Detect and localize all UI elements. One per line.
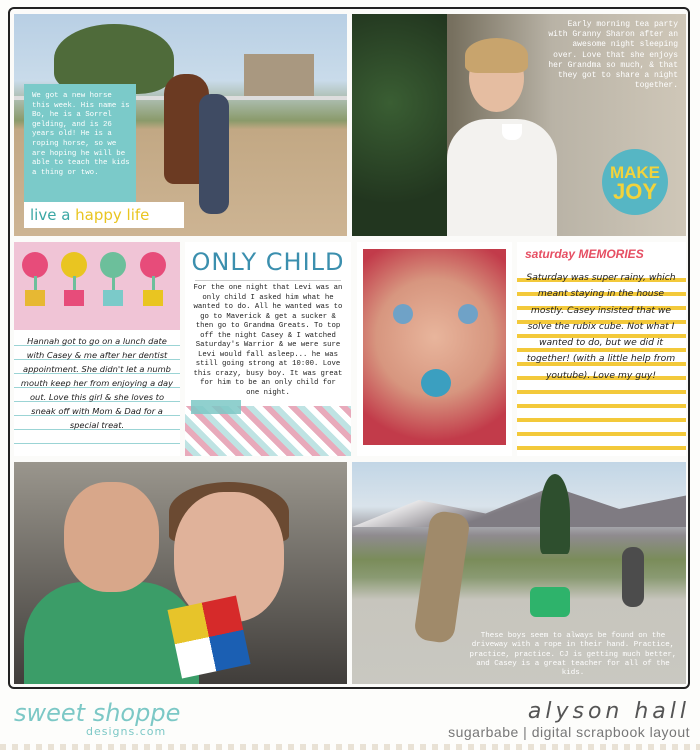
only-child-title: ONLY CHILD (191, 248, 345, 276)
horse-photo (14, 14, 347, 236)
kid (199, 94, 229, 214)
roping-photo (352, 462, 686, 684)
flower-icon (100, 252, 126, 278)
tea-cup (502, 124, 522, 140)
rubiks-cube-selfie-photo (14, 462, 347, 684)
flower-pots-pattern (14, 242, 180, 330)
eye (458, 304, 478, 324)
hannah-journal-card (14, 242, 180, 456)
girl-shirt (447, 119, 557, 236)
pot-icon (103, 290, 123, 306)
pine-tree (540, 474, 570, 554)
author-name: alyson hall (527, 699, 690, 724)
brand-line2: designs.com (86, 725, 167, 738)
flower-icon (140, 252, 166, 278)
credit (448, 700, 690, 740)
blue-tongue (421, 369, 451, 397)
hannah-note-text: Hannah got to go on a lunch date with Casey & me after her dentist appointment. She didn't let a numb mouth keep her from enjoying a day out. Love this girl & she loves to sneak off with Mom & Dad for a special treat. (20, 336, 174, 430)
flower-icon (22, 252, 48, 278)
tea-caption: Early morning tea party with Granny Sharon after an awesome night sleeping over. Love that she enjoys her Grandma so much, & that they got to share a night together. (548, 20, 678, 91)
man-face (64, 482, 159, 592)
plant (352, 14, 447, 236)
younger-boy (622, 547, 644, 607)
brand-line1: sweet shoppe (14, 699, 181, 727)
divider (195, 280, 341, 281)
live-text: live a (30, 206, 76, 224)
horse-note-text: We got a new horse this week. His name is Bo, he is a Sorrel gelding, and is 26 years old! He is a roping horse, so we are hoping he will be able to teach the kids a thing or two. (32, 92, 130, 177)
joy-text: JOY (612, 179, 658, 204)
tea-party-photo (352, 14, 686, 236)
make-joy-badge (602, 149, 668, 215)
bottom-strip (0, 744, 700, 750)
mountains (352, 482, 686, 527)
pot-icon (25, 290, 45, 306)
only-child-card (185, 242, 351, 456)
sweet-shoppe-logo (14, 700, 214, 737)
pot-icon (64, 290, 84, 306)
boy-face-image (363, 249, 506, 445)
live-happy-life-banner (24, 202, 184, 228)
girl-hair (465, 38, 528, 73)
rope-caption: These boys seem to always be found on the driveway with a rope in their hand. Practice, practice, practice. CJ is getting much better, and Casey is a great teacher for all of the kids. (469, 632, 677, 678)
blue-tongue-photo (357, 242, 512, 456)
eye (393, 304, 413, 324)
flower-icon (61, 252, 87, 278)
house (244, 54, 314, 99)
washi-tape (191, 400, 241, 414)
happy-life-text: happy life (75, 206, 150, 224)
only-child-text: For the one night that Levi was an only child I asked him what he wanted to do. All he wanted was to go to Maverick & get a sucker & then go to Grandma Greats. To top off the night Casey & I watched Saturday's Warrior & we were sure Levi would fall asleep... he was still going strong at 10:00. Love this crazy, busy boy. It was great for him to be an only child for one night. (193, 284, 343, 397)
rubiks-cube (167, 595, 250, 678)
make-text: MAKE (609, 163, 661, 182)
pot-icon (143, 290, 163, 306)
saturday-memories-card (517, 242, 686, 456)
older-boy (413, 510, 471, 644)
saturday-text: Saturday was super rainy, which meant staying in the house mostly. Casey insisted that we solve the rubix cube. Not what I wanted to do, but we did it together! (with a little help from youtube). Love my guy! (526, 272, 676, 381)
roping-dummy (530, 587, 570, 617)
tagline: sugarbabe | digital scrapbook layout (448, 724, 690, 740)
saturday-title: saturday MEMORIES (525, 247, 644, 261)
lined-paper (14, 332, 180, 456)
